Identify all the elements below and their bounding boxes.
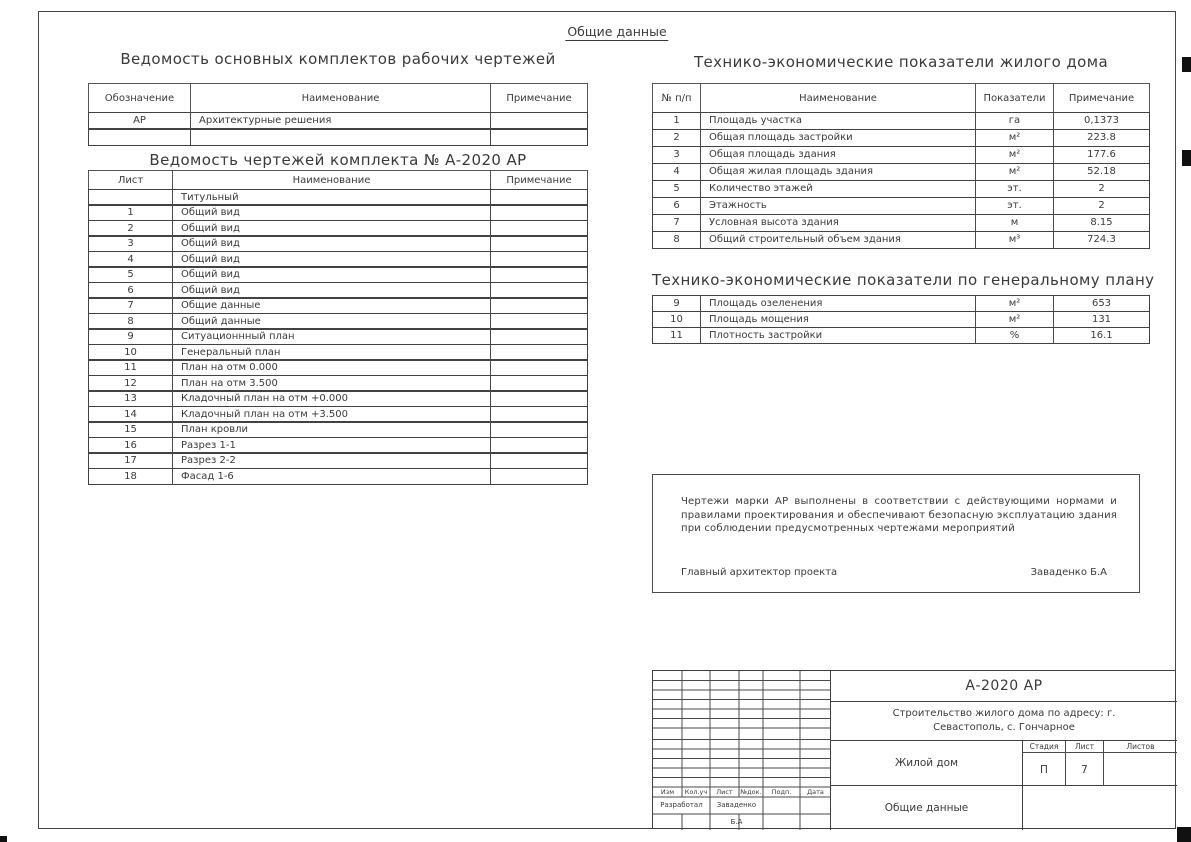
table-row <box>88 189 588 206</box>
indicator-unit: м² <box>976 296 1054 312</box>
drawing-name: Общий вид <box>173 236 491 251</box>
scan-artifact <box>1182 150 1191 166</box>
set-note <box>491 113 587 129</box>
drawing-name: Разрез 2-2 <box>173 453 491 468</box>
indicator-value: 724.3 <box>1087 234 1116 246</box>
indicator-name: Общая площадь здания <box>701 147 976 164</box>
table-row <box>88 235 588 252</box>
set-note <box>491 129 587 145</box>
drawing-name: Ситуационнный план <box>173 329 491 344</box>
drawing-name: План на отм 0.000 <box>173 360 491 375</box>
table-row <box>88 437 588 454</box>
table-row <box>88 297 588 314</box>
table-header-row <box>88 170 588 190</box>
indicator-value: 52.18 <box>1087 166 1116 178</box>
sheet-number: 13 <box>89 391 173 406</box>
drawing-note <box>491 469 587 484</box>
column-header: Примечание <box>506 92 572 104</box>
title-block <box>652 670 1176 829</box>
stage-grid <box>1023 741 1177 786</box>
table-row <box>88 328 588 345</box>
sheet-number: 1 <box>89 205 173 220</box>
indicator-name: Количество этажей <box>701 181 976 198</box>
indicator-number: 7 <box>653 215 701 232</box>
indicator-name: Общая площадь застройки <box>701 130 976 147</box>
sheet-number: 14 <box>89 407 173 422</box>
table-row <box>88 220 588 237</box>
sheet-number <box>89 190 173 205</box>
developed-label: Разработал <box>660 801 703 809</box>
sheet-number: 17 <box>89 453 173 468</box>
sheet-number: 8 <box>89 314 173 329</box>
sheets-label: Листов <box>1104 741 1177 753</box>
indicator-number: 2 <box>653 130 701 147</box>
sheets-value <box>1104 753 1177 786</box>
drawing-name: Генеральный план <box>173 345 491 360</box>
sheet-number: 4 <box>89 252 173 267</box>
indicator-number: 10 <box>653 312 701 328</box>
drawing-note <box>491 236 587 251</box>
drawing-note <box>491 205 587 220</box>
sheet-number: 6 <box>89 283 173 298</box>
page-title: Общие данные <box>567 24 667 39</box>
drawing-note <box>491 190 587 205</box>
indicator-name: Плотность застройки <box>701 328 976 344</box>
drawing-note <box>491 453 587 468</box>
set-name <box>191 129 491 145</box>
sheet-number: 7 <box>89 298 173 313</box>
indicator-number: 5 <box>653 181 701 198</box>
sheet-value: 7 <box>1066 753 1104 786</box>
indicator-value: 2 <box>1098 200 1105 212</box>
drawing-note <box>491 314 587 329</box>
sheet-number: 9 <box>89 329 173 344</box>
column-header: Обозначение <box>89 84 191 112</box>
drawing-note <box>491 376 587 391</box>
drawing-note <box>491 329 587 344</box>
teo-genplan-title: Технико-экономические показатели по генеральному плану <box>652 271 1155 289</box>
stamp-main-area <box>831 671 1177 830</box>
stage-label: Стадия <box>1023 741 1066 753</box>
table-row <box>652 311 1150 329</box>
drawing-note <box>491 360 587 375</box>
table-row <box>652 327 1150 345</box>
table-row <box>652 112 1150 131</box>
column-header: Примечание <box>506 174 572 186</box>
column-header: Показатели <box>976 84 1054 112</box>
drawing-name: Общий данные <box>173 314 491 329</box>
signature-role: Главный архитектор проекта <box>681 567 838 578</box>
drawing-name: Общий вид <box>173 267 491 282</box>
indicator-value: 2 <box>1098 183 1105 195</box>
indicator-name: Общая жилая площадь здания <box>701 164 976 181</box>
sheet-number: 2 <box>89 221 173 236</box>
drawing-name: Общие данные <box>173 298 491 313</box>
drawings-register-table <box>88 170 588 485</box>
drawing-name: Разрез 1-1 <box>173 438 491 453</box>
drawing-name: Фасад 1-6 <box>173 469 491 484</box>
table-row <box>88 359 588 376</box>
drawing-name: Титульный <box>173 190 491 205</box>
sheet-label: Лист <box>1066 741 1104 753</box>
sets-table-title: Ведомость основных комплектов рабочих чертежей <box>120 50 556 68</box>
indicator-value: 131 <box>1091 313 1112 325</box>
set-code <box>89 129 191 145</box>
sheet-number: 10 <box>89 345 173 360</box>
drawing-name: Кладочный план на отм +0.000 <box>173 391 491 406</box>
project-name: Строительство жилого дома по адресу: г. Севастополь, с. Гончарное <box>831 702 1177 741</box>
drawing-name: Общий вид <box>173 283 491 298</box>
drawing-name: Общий вид <box>173 252 491 267</box>
compliance-note-box <box>652 474 1140 593</box>
teo-genplan-table <box>652 296 1150 344</box>
table-row <box>88 204 588 221</box>
column-header: Наименование <box>701 84 976 112</box>
drawing-note <box>491 422 587 437</box>
column-header: Лист <box>89 171 173 189</box>
rev-header-list: Лист <box>716 788 733 796</box>
indicator-name: Площадь мощения <box>701 312 976 328</box>
table-row <box>88 251 588 268</box>
indicator-unit: м² <box>976 312 1054 328</box>
indicator-unit: га <box>976 113 1054 130</box>
table-row <box>652 129 1150 148</box>
scan-artifact <box>1182 57 1191 72</box>
column-header: Наименование <box>191 84 491 112</box>
sheet-number: 3 <box>89 236 173 251</box>
main-sets-table <box>88 83 588 146</box>
table-row <box>88 452 588 469</box>
table-row <box>88 282 588 299</box>
rev-header-ndok: №док. <box>740 788 762 796</box>
developed-name: Заваденко Б.А <box>716 801 757 826</box>
document-code: А-2020 АР <box>831 671 1177 702</box>
teo-building-table <box>652 83 1150 249</box>
drawing-name: План на отм 3.500 <box>173 376 491 391</box>
indicator-unit: м² <box>976 130 1054 147</box>
indicator-unit: эт. <box>976 198 1054 215</box>
table-row <box>652 231 1150 250</box>
indicator-name: Площадь озеленения <box>701 296 976 312</box>
table-row <box>652 214 1150 233</box>
table-row <box>88 406 588 423</box>
table-row <box>652 295 1150 313</box>
set-code: АР <box>89 113 191 129</box>
table-row <box>88 421 588 438</box>
indicator-name: Условная высота здания <box>701 215 976 232</box>
indicator-number: 9 <box>653 296 701 312</box>
table-row <box>88 375 588 392</box>
compliance-note-text: Чертежи марки АР выполнены в соответствии с действующими нормами и правилами проектирования и обеспечивают безопасную эксплуатацию здания при соблюдении предусмотренных чертежами мероприятий <box>681 496 1117 534</box>
indicator-unit: м³ <box>976 232 1054 249</box>
set-name: Архитектурные решения <box>191 113 491 129</box>
drawing-note <box>491 298 587 313</box>
table-row <box>652 163 1150 182</box>
drawing-name: Общий вид <box>173 221 491 236</box>
indicator-value: 177.6 <box>1087 149 1116 161</box>
drawing-name: План кровли <box>173 422 491 437</box>
table-row <box>88 266 588 283</box>
indicator-value: 223.8 <box>1087 132 1116 144</box>
drawing-note <box>491 407 587 422</box>
indicator-number: 3 <box>653 147 701 164</box>
drawing-note <box>491 283 587 298</box>
column-header: Наименование <box>173 171 491 189</box>
drawing-note <box>491 438 587 453</box>
indicator-value: 16.1 <box>1090 329 1113 341</box>
table-row <box>652 197 1150 216</box>
indicator-number: 11 <box>653 328 701 344</box>
indicator-unit: % <box>976 328 1054 344</box>
table-row <box>88 344 588 361</box>
column-header: № п/п <box>653 84 701 112</box>
sheet-number: 5 <box>89 267 173 282</box>
drawing-note <box>491 345 587 360</box>
table-row <box>652 180 1150 199</box>
revision-grid <box>653 671 831 830</box>
indicator-number: 4 <box>653 164 701 181</box>
indicator-name: Общий строительный объем здания <box>701 232 976 249</box>
table-row <box>88 128 588 146</box>
drawing-note <box>491 391 587 406</box>
rev-header-data: Дата <box>807 788 824 796</box>
sheet-number: 18 <box>89 469 173 484</box>
table-row <box>88 390 588 407</box>
indicator-unit: м <box>976 215 1054 232</box>
table-row <box>88 313 588 330</box>
teo-building-title: Технико-экономические показатели жилого дома <box>693 53 1109 71</box>
object-name: Жилой дом <box>831 741 1023 786</box>
table-row <box>88 468 588 485</box>
stamp-sheet-title: Общие данные <box>831 786 1023 830</box>
scan-artifact <box>0 836 7 842</box>
rev-header-koluch: Кол.уч <box>684 788 708 796</box>
indicator-unit: м² <box>976 147 1054 164</box>
indicator-unit: эт. <box>976 181 1054 198</box>
indicator-value: 0,1373 <box>1084 115 1119 127</box>
rev-header-izm: Изм <box>660 788 675 796</box>
signature-name: Заваденко Б.А <box>1030 567 1107 578</box>
sheet-number: 11 <box>89 360 173 375</box>
sheet-number: 16 <box>89 438 173 453</box>
drawing-note <box>491 221 587 236</box>
drawing-name: Кладочный план на отм +3.500 <box>173 407 491 422</box>
sheet-number: 12 <box>89 376 173 391</box>
column-header: Примечание <box>1068 92 1135 104</box>
drawing-name: Общий вид <box>173 205 491 220</box>
rev-header-podp: Подп. <box>771 788 792 796</box>
indicator-number: 1 <box>653 113 701 130</box>
indicator-value: 653 <box>1091 297 1112 309</box>
drawing-note <box>491 252 587 267</box>
table-row <box>88 112 588 130</box>
indicator-value: 8.15 <box>1090 217 1113 229</box>
table-header-row <box>88 83 588 113</box>
table-header-row <box>652 83 1150 113</box>
drawings-table-title: Ведомость чертежей комплекта № А-2020 АР <box>149 151 527 169</box>
stage-value: П <box>1023 753 1066 786</box>
indicator-unit: м² <box>976 164 1054 181</box>
signature-row <box>681 567 1107 578</box>
indicator-number: 6 <box>653 198 701 215</box>
sheet-number: 15 <box>89 422 173 437</box>
scan-artifact <box>1177 827 1191 842</box>
indicator-number: 8 <box>653 232 701 249</box>
indicator-name: Площадь участка <box>701 113 976 130</box>
drawing-note <box>491 267 587 282</box>
indicator-name: Этажность <box>701 198 976 215</box>
table-row <box>652 146 1150 165</box>
